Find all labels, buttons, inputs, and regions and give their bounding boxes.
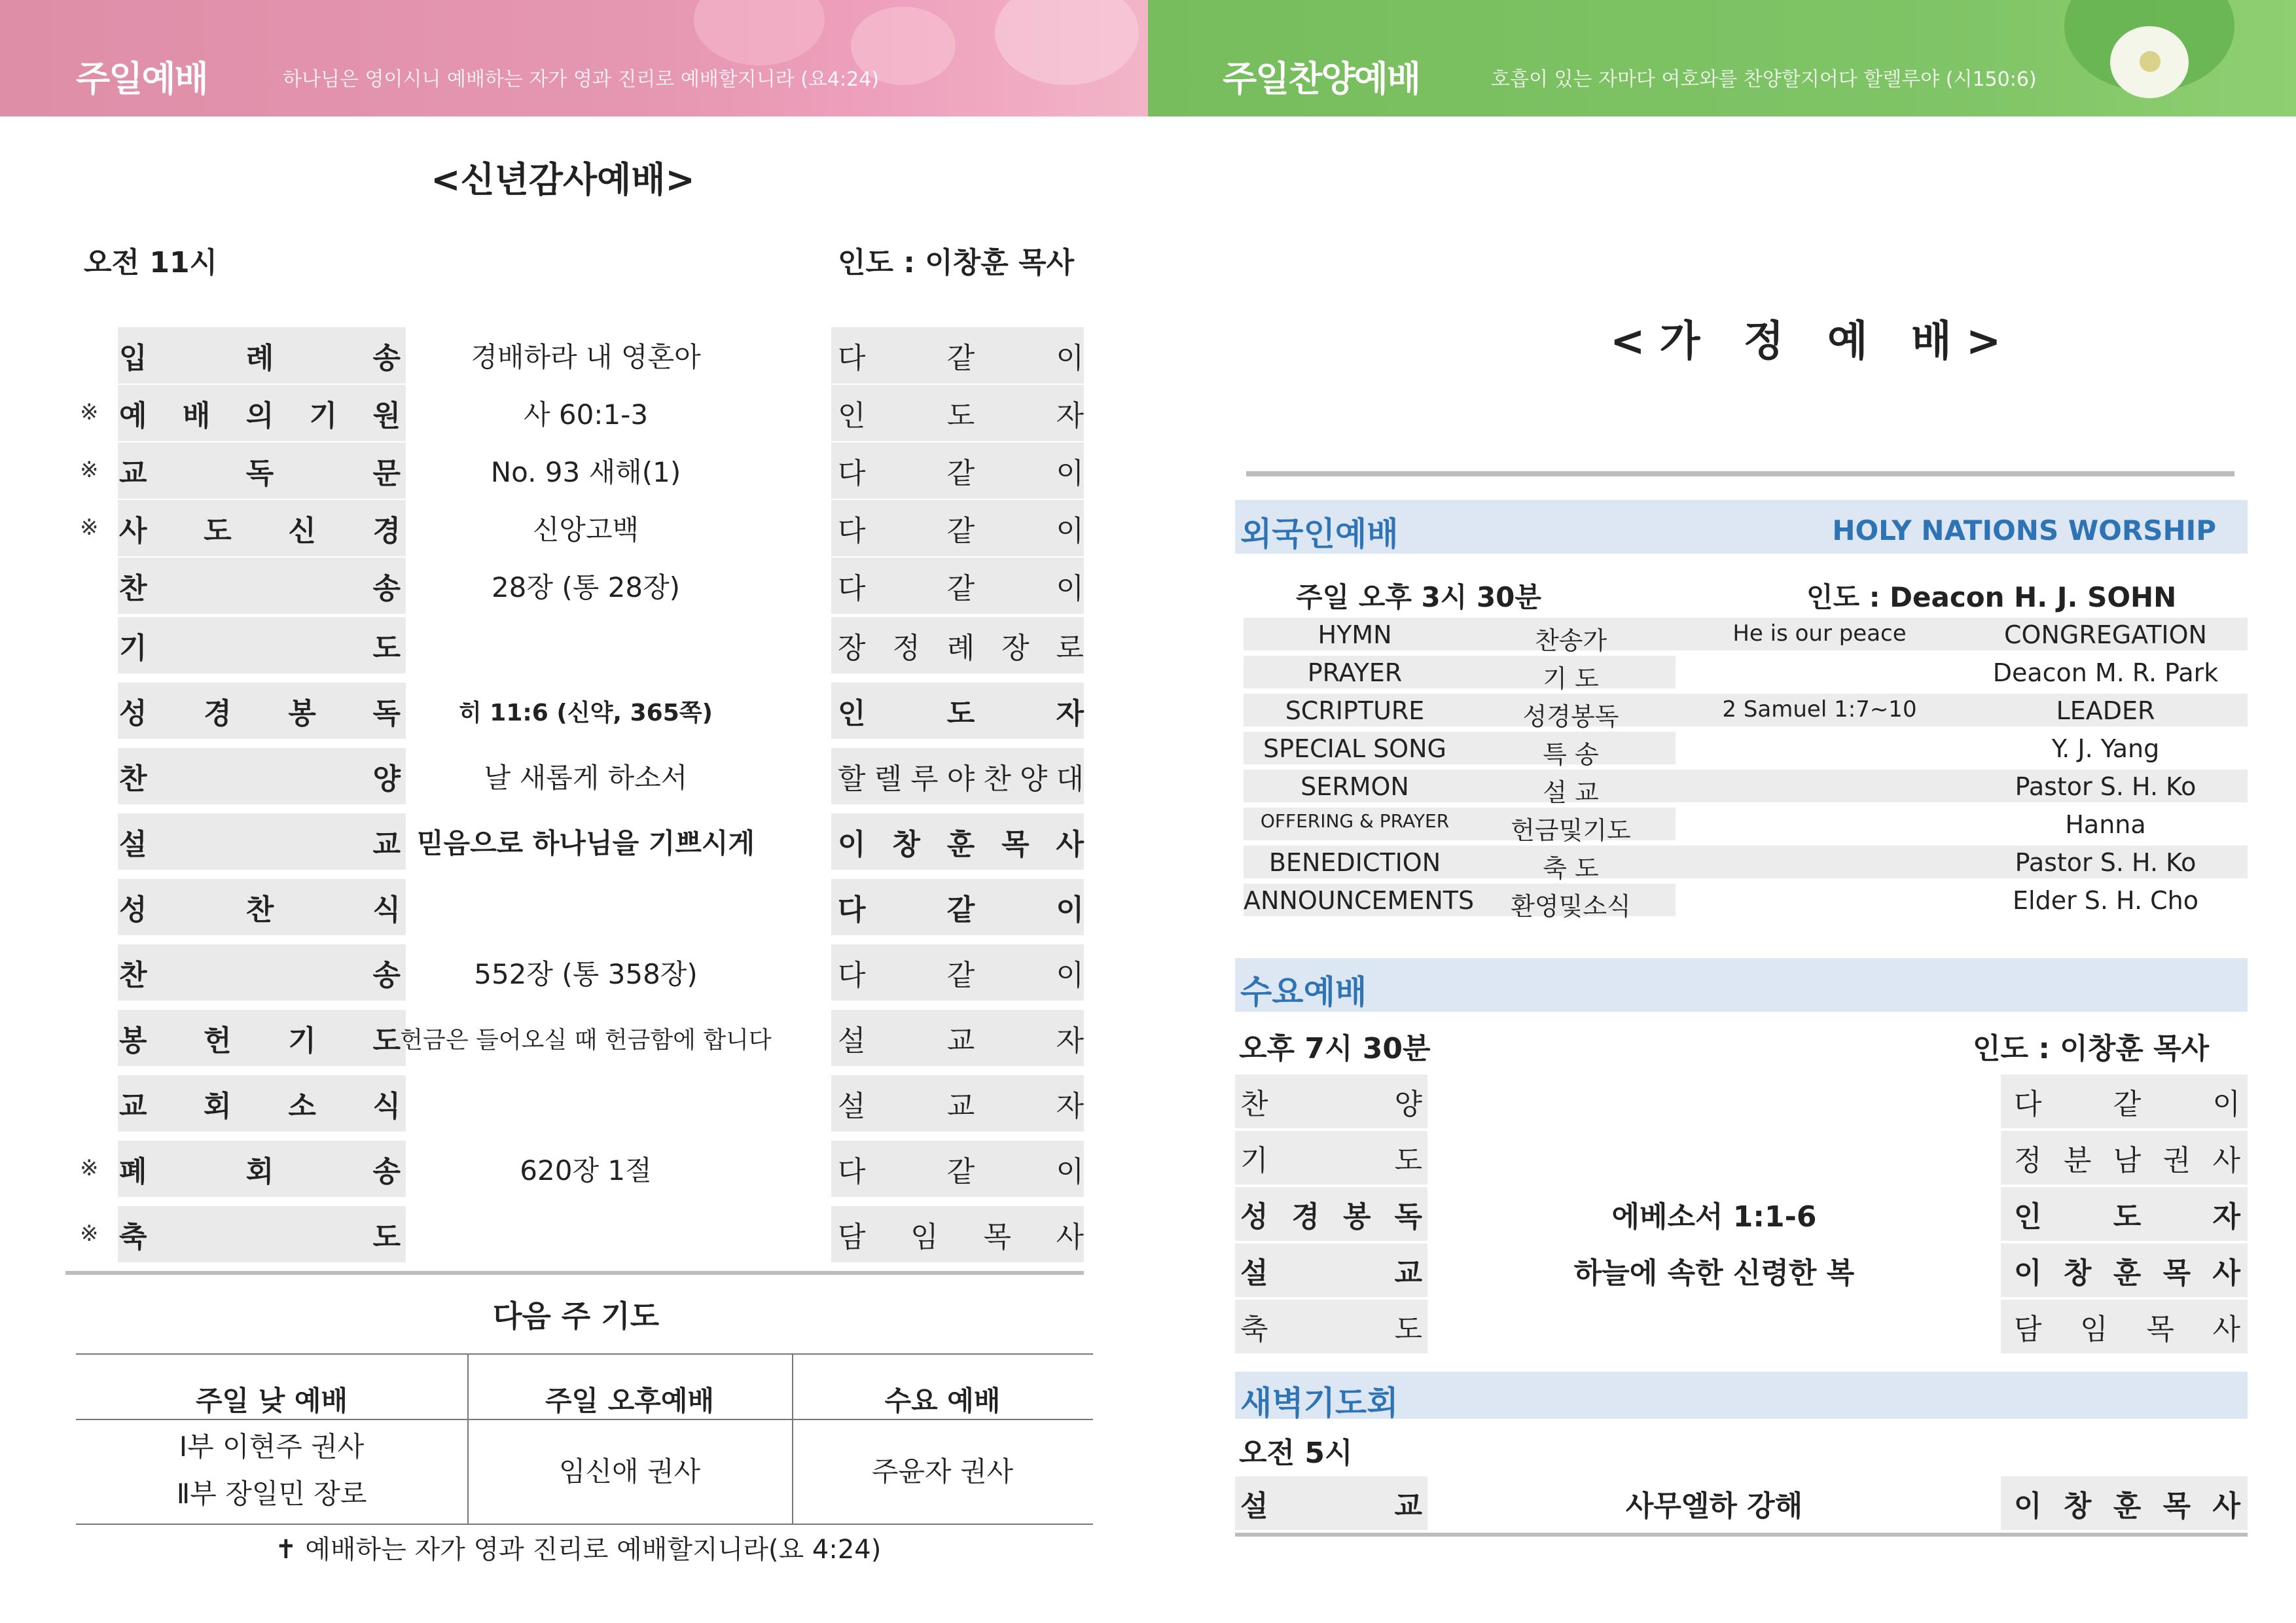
next-week-prayer-title: 다음 주 기도 <box>492 1298 660 1334</box>
order-item-presenter-char: 같 <box>946 959 975 992</box>
order-row <box>65 1075 1084 1132</box>
order-item-name-char: 배 <box>182 399 211 433</box>
required-mark: ※ <box>80 399 99 425</box>
row-name-char: 축 <box>1240 1313 1268 1346</box>
order-item-content: 경배하라 내 영혼아 <box>471 341 701 373</box>
wednesday-service-title: 수요예배 <box>1240 973 1367 1011</box>
row-name-char: 성 <box>1240 1200 1268 1234</box>
row-presenter-char: 같 <box>2113 1088 2142 1121</box>
order-item-presenter-char: 같 <box>946 893 975 927</box>
row-presenter-char: 담 <box>2014 1313 2042 1346</box>
row-name-char: 독 <box>1394 1200 1422 1234</box>
row-content: 사무엘하 강해 <box>1625 1489 1803 1523</box>
order-item-name-char: 도 <box>204 514 232 548</box>
order-item-presenter <box>831 748 1084 804</box>
row-content <box>1427 1131 2001 1185</box>
order-item-presenter-char: 다 <box>838 514 866 548</box>
order-item-content: 신앙고백 <box>532 514 639 546</box>
order-row <box>65 558 1084 614</box>
order-row <box>65 617 1084 673</box>
order-item-presenter-char: 야 <box>946 762 975 796</box>
order-item-presenter-char: 같 <box>946 1155 975 1188</box>
prayer-table <box>76 1353 1093 1525</box>
foreign-item-content: He is our peace <box>1732 620 1907 647</box>
order-item-name-char: 설 <box>119 828 147 861</box>
row-content <box>1427 1075 2001 1128</box>
order-item-name-char: 의 <box>245 399 274 433</box>
order-item-name-char: 성 <box>119 697 147 730</box>
foreign-item-english: ANNOUNCEMENTS <box>1244 886 1475 915</box>
row-content <box>1427 1300 2001 1353</box>
row-name-char: 교 <box>1394 1257 1422 1290</box>
order-item-content: 620장 1절 <box>520 1154 652 1186</box>
row-presenter-char: 인 <box>2014 1200 2042 1234</box>
order-item-presenter <box>831 683 1084 739</box>
order-row <box>65 1206 1084 1262</box>
order-item-presenter-char: 장 <box>838 632 866 665</box>
footer-verse: ✝ 예배하는 자가 영과 진리로 예배할지니라(요 4:24) <box>275 1535 882 1565</box>
row-name-char: 기 <box>1240 1144 1268 1177</box>
required-mark: ※ <box>80 1155 99 1181</box>
order-item-name-char: 교 <box>119 1090 147 1123</box>
order-item-presenter-char: 교 <box>946 1090 975 1123</box>
row-presenter-char: 권 <box>2162 1144 2191 1177</box>
order-item-name-char: 성 <box>119 893 147 927</box>
order-item-name-char: 식 <box>372 893 401 927</box>
order-item-presenter-char: 목 <box>1001 828 1030 861</box>
order-item-presenter-char: 설 <box>838 1024 866 1058</box>
row-presenter-char: 분 <box>2063 1144 2092 1177</box>
row-name-char: 설 <box>1240 1257 1268 1290</box>
order-item-name-char: 도 <box>372 1221 401 1254</box>
order-item-name-char: 송 <box>372 342 401 375</box>
row-name <box>1240 1187 1422 1241</box>
order-item-name-char: 신 <box>288 514 316 548</box>
order-item-name-char: 원 <box>372 399 401 433</box>
row-presenter <box>2014 1075 2240 1128</box>
row-name-char: 도 <box>1394 1313 1422 1346</box>
order-item-name-char: 찬 <box>119 959 147 992</box>
order-item-presenter-char: 찬 <box>983 762 1011 796</box>
right-header-title: 주일찬양예배 <box>1223 58 1420 99</box>
wednesday-service-header <box>1235 958 2248 1012</box>
order-item-presenter <box>831 813 1084 870</box>
order-item-presenter-char: 설 <box>838 1090 866 1123</box>
right-header-banner <box>1148 0 2296 116</box>
order-item-name-char: 축 <box>119 1221 147 1254</box>
order-item-presenter-char: 자 <box>1056 1090 1084 1123</box>
order-row <box>65 385 1084 441</box>
order-item-content: 552장 (통 358장) <box>474 958 698 990</box>
row-presenter-char: 사 <box>2212 1489 2240 1523</box>
required-mark: ※ <box>80 1221 99 1247</box>
order-item-name-char: 소 <box>288 1090 316 1123</box>
row-name-char: 교 <box>1394 1489 1422 1523</box>
prayer-header-wednesday: 수요 예배 <box>884 1385 1001 1417</box>
order-item-presenter-char: 자 <box>1056 1024 1084 1058</box>
row-name-char: 경 <box>1291 1200 1319 1234</box>
foreign-item-presenter: Pastor S. H. Ko <box>2015 772 2197 801</box>
order-item-presenter-char: 도 <box>946 697 975 730</box>
order-row <box>65 748 1084 804</box>
order-item-presenter <box>831 500 1084 556</box>
wednesday-row <box>1235 1131 2248 1185</box>
order-item-presenter <box>831 1010 1084 1066</box>
order-item-content: 날 새롭게 하소서 <box>484 762 688 794</box>
order-item-name-char: 예 <box>119 399 147 433</box>
order-item-presenter-char: 이 <box>1056 959 1084 992</box>
order-item-content: 사 60:1-3 <box>523 399 649 431</box>
row-presenter-char: 자 <box>2212 1200 2240 1234</box>
order-item-presenter-char: 다 <box>838 342 866 375</box>
order-item-presenter-char: 다 <box>838 457 866 490</box>
foreign-item-presenter: Pastor S. H. Ko <box>2015 848 2197 877</box>
divider <box>1246 471 2234 476</box>
row-presenter-char: 사 <box>2212 1313 2240 1346</box>
prayer-header-sunday-morning: 주일 낮 예배 <box>195 1385 348 1417</box>
order-item-content <box>340 1075 831 1132</box>
order-item-presenter-char: 렐 <box>874 762 903 796</box>
left-header-verse: 하나님은 영이시니 예배하는 자가 영과 진리로 예배할지니라 (요4:24) <box>283 68 880 91</box>
foreign-item-english: BENEDICTION <box>1268 848 1441 877</box>
right-header-verse: 호흡이 있는 자마다 여호와를 찬양할지어다 할렐루야 (시150:6) <box>1491 68 2037 91</box>
row-presenter-char: 훈 <box>2113 1489 2142 1523</box>
order-item-presenter <box>831 385 1084 441</box>
row-name-char: 도 <box>1394 1144 1422 1177</box>
row-name-char: 설 <box>1240 1489 1268 1523</box>
dawn-prayer-row <box>1235 1476 2248 1530</box>
row-presenter-char: 창 <box>2063 1489 2092 1523</box>
order-item-presenter <box>831 1206 1084 1262</box>
order-item-presenter-char: 대 <box>1056 762 1084 796</box>
foreign-worship-row <box>1244 844 2248 883</box>
row-presenter <box>2014 1187 2240 1241</box>
foreign-item-presenter: CONGREGATION <box>2004 620 2207 649</box>
row-presenter-char: 이 <box>2014 1257 2042 1290</box>
foreign-item-presenter: Hanna <box>2065 810 2146 839</box>
order-item-presenter-char: 이 <box>1056 893 1084 927</box>
order-item-presenter-char: 이 <box>1056 342 1084 375</box>
sunday-service-time: 오전 11시 <box>84 246 218 279</box>
prayer-cell-second-service: Ⅱ부 장일민 장로 <box>176 1478 367 1510</box>
divider <box>65 1271 1084 1275</box>
row-presenter-char: 사 <box>2212 1144 2240 1177</box>
order-item-presenter <box>831 879 1084 935</box>
order-item-presenter-char: 이 <box>1056 457 1084 490</box>
order-row <box>65 944 1084 1001</box>
order-item-name-char: 찬 <box>119 572 147 605</box>
dawn-prayer-header <box>1235 1372 2248 1422</box>
row-presenter <box>2014 1131 2240 1185</box>
order-item-name-char: 기 <box>309 399 338 433</box>
order-item-name-char: 찬 <box>245 893 274 927</box>
foreign-worship-row <box>1244 882 2248 921</box>
order-item-content: 믿음으로 하나님을 기쁘시게 <box>416 827 755 859</box>
sunday-service-title: <신년감사예배> <box>431 159 695 200</box>
order-item-presenter-char: 같 <box>946 572 975 605</box>
order-item-presenter-char: 이 <box>1056 572 1084 605</box>
foreign-item-korean: 특 송 <box>1543 740 1599 769</box>
foreign-item-english: SPECIAL SONG <box>1263 734 1446 763</box>
order-item-presenter-char: 다 <box>838 959 866 992</box>
wednesday-row <box>1235 1187 2248 1241</box>
foreign-item-korean: 기 도 <box>1543 664 1599 693</box>
order-item-name-char: 송 <box>372 1155 401 1188</box>
row-name <box>1240 1300 1422 1353</box>
prayer-cell-wednesday: 주윤자 권사 <box>871 1455 1014 1488</box>
row-presenter-char: 이 <box>2014 1489 2042 1523</box>
row-name <box>1240 1075 1422 1128</box>
order-item-name-char: 도 <box>372 632 401 665</box>
foreign-worship-row <box>1244 654 2248 693</box>
order-item-name-char: 도 <box>372 1024 401 1058</box>
order-item-name-char: 기 <box>288 1024 316 1058</box>
order-item-presenter-char: 장 <box>1001 632 1030 665</box>
row-presenter-char: 목 <box>2162 1257 2191 1290</box>
foreign-item-korean: 설 교 <box>1543 778 1599 807</box>
foreign-worship-time: 주일 오후 3시 30분 <box>1296 581 1541 613</box>
row-presenter <box>2014 1300 2240 1353</box>
row-presenter-char: 훈 <box>2113 1257 2142 1290</box>
row-name <box>1240 1243 1422 1297</box>
foreign-item-presenter: LEADER <box>2056 696 2155 725</box>
order-item-presenter-char: 같 <box>946 514 975 548</box>
order-item-presenter-char: 이 <box>1056 1155 1084 1188</box>
order-item-name-char: 폐 <box>119 1155 147 1188</box>
divider <box>1235 1533 2248 1537</box>
order-row <box>65 327 1084 383</box>
row-presenter-char: 임 <box>2080 1313 2108 1346</box>
order-item-content <box>340 1206 831 1262</box>
row-presenter-char: 사 <box>2212 1257 2240 1290</box>
order-item-presenter-char: 정 <box>892 632 920 665</box>
order-row <box>65 813 1084 870</box>
foreign-item-content: 2 Samuel 1:7~10 <box>1722 696 1917 722</box>
order-item-name-char: 기 <box>119 632 147 665</box>
foreign-item-english: PRAYER <box>1307 658 1403 687</box>
row-presenter-char: 남 <box>2113 1144 2142 1177</box>
order-item-presenter-char: 할 <box>838 762 866 796</box>
prayer-header-sunday-afternoon: 주일 오후예배 <box>545 1385 715 1417</box>
wednesday-row <box>1235 1243 2248 1297</box>
foreign-item-presenter: Deacon M. R. Park <box>1992 658 2219 687</box>
wednesday-service-leader: 인도 : 이창훈 목사 <box>1973 1032 2210 1065</box>
foreign-item-korean: 찬송가 <box>1534 626 1607 655</box>
order-item-presenter <box>831 617 1084 673</box>
order-item-presenter <box>831 558 1084 614</box>
order-row <box>65 442 1084 499</box>
row-presenter-char: 목 <box>2146 1313 2174 1346</box>
order-item-presenter-char: 이 <box>1056 514 1084 548</box>
order-item-content: 헌금은 들어오실 때 헌금함에 합니다 <box>400 1026 772 1054</box>
order-item-presenter-char: 도 <box>946 399 975 433</box>
wednesday-row <box>1235 1075 2248 1128</box>
order-row <box>65 683 1084 739</box>
row-name-char: 봉 <box>1342 1200 1371 1234</box>
order-item-presenter-char: 훈 <box>946 828 975 861</box>
sunday-service-leader: 인도 : 이창훈 목사 <box>838 246 1075 279</box>
foreign-worship-row <box>1244 616 2248 655</box>
order-item-presenter <box>831 944 1084 1001</box>
foreign-item-english: OFFERING & PRAYER <box>1260 810 1450 832</box>
order-item-content: No. 93 새해(1) <box>490 456 681 488</box>
order-item-name-char: 봉 <box>119 1024 147 1058</box>
row-name <box>1240 1131 1422 1185</box>
blossom-decoration <box>694 0 825 65</box>
order-item-name-char: 문 <box>372 457 401 490</box>
order-item-name-char: 입 <box>119 342 147 375</box>
order-item-content: 28장 (통 28장) <box>491 571 681 603</box>
order-item-presenter-char: 목 <box>983 1221 1011 1254</box>
foreign-worship-row <box>1244 730 2248 769</box>
foreign-item-korean: 축 도 <box>1543 854 1599 883</box>
order-item-presenter-char: 임 <box>910 1221 939 1254</box>
order-item-presenter-char: 같 <box>946 457 975 490</box>
order-item-name-char: 회 <box>245 1155 274 1188</box>
order-item-name-char: 경 <box>204 697 232 730</box>
foreign-item-english: SERMON <box>1300 772 1409 801</box>
order-item-presenter <box>831 1141 1084 1197</box>
row-presenter <box>2014 1476 2240 1530</box>
order-item-content: 히 11:6 (신약, 365쪽) <box>459 699 713 726</box>
foreign-item-english: HYMN <box>1318 620 1392 649</box>
order-item-name-char: 회 <box>204 1090 232 1123</box>
foreign-worship-row <box>1244 806 2248 845</box>
order-row <box>65 500 1084 556</box>
order-item-presenter-char: 사 <box>1056 1221 1084 1254</box>
order-item-presenter-char: 교 <box>946 1024 975 1058</box>
order-item-presenter <box>831 1075 1084 1132</box>
order-item-presenter-char: 담 <box>838 1221 866 1254</box>
left-header-title: 주일예배 <box>76 58 207 99</box>
order-item-name-char: 독 <box>372 697 401 730</box>
foreign-item-korean: 성경봉독 <box>1522 702 1619 731</box>
order-row <box>65 1141 1084 1197</box>
foreign-worship-title: 외국인예배 <box>1240 515 1399 553</box>
order-item-presenter-char: 례 <box>946 632 975 665</box>
prayer-cell-afternoon: 임신애 권사 <box>558 1455 701 1488</box>
order-row <box>65 1010 1084 1066</box>
order-item-name-char: 찬 <box>119 762 147 796</box>
row-presenter-char: 다 <box>2014 1088 2042 1121</box>
foreign-worship-leader: 인도 : Deacon H. J. SOHN <box>1806 581 2177 613</box>
flower-center-decoration <box>2140 51 2161 72</box>
left-header-banner <box>0 0 1148 116</box>
foreign-worship-row <box>1244 768 2248 807</box>
required-mark: ※ <box>80 457 99 483</box>
wednesday-row <box>1235 1300 2248 1353</box>
order-item-presenter-char: 인 <box>838 697 866 730</box>
order-item-presenter <box>831 327 1084 383</box>
order-item-presenter-char: 양 <box>1019 762 1048 796</box>
order-item-name-char: 양 <box>372 762 401 796</box>
foreign-item-presenter: Y. J. Yang <box>2051 734 2160 763</box>
order-item-presenter-char: 다 <box>838 893 866 927</box>
foreign-worship-title-en: HOLY NATIONS WORSHIP <box>1832 514 2216 546</box>
foreign-item-korean: 환영및소식 <box>1511 892 1631 921</box>
order-item-presenter <box>831 442 1084 499</box>
row-presenter-char: 목 <box>2162 1489 2191 1523</box>
order-item-presenter-char: 창 <box>892 828 920 861</box>
order-item-presenter-char: 자 <box>1056 399 1084 433</box>
order-item-name-char: 식 <box>372 1090 401 1123</box>
order-item-name-char: 교 <box>119 457 147 490</box>
order-item-content <box>340 617 831 673</box>
order-item-name-char: 사 <box>119 514 147 548</box>
order-row <box>65 879 1084 935</box>
row-name <box>1240 1476 1422 1530</box>
order-item-name-char: 교 <box>372 828 401 861</box>
row-presenter-char: 정 <box>2014 1144 2042 1177</box>
foreign-worship-header <box>1235 500 2248 554</box>
order-item-presenter-char: 루 <box>910 762 939 796</box>
blossom-decoration <box>995 0 1139 85</box>
dawn-prayer-time: 오전 5시 <box>1239 1436 1353 1470</box>
order-item-presenter-char: 로 <box>1056 632 1084 665</box>
order-item-name-char: 례 <box>245 342 274 375</box>
order-item-name-char: 경 <box>372 514 401 548</box>
foreign-item-presenter: Elder S. H. Cho <box>2013 886 2198 915</box>
row-presenter <box>2014 1243 2240 1297</box>
home-worship-title: <가 정 예 배> <box>1610 317 2016 366</box>
foreign-worship-row <box>1244 692 2248 731</box>
order-item-presenter-char: 같 <box>946 342 975 375</box>
row-name-char: 찬 <box>1240 1088 1268 1121</box>
row-content: 에베소서 1:1-6 <box>1611 1200 1817 1234</box>
order-item-presenter-char: 인 <box>838 399 866 433</box>
order-item-name-char: 봉 <box>288 697 316 730</box>
row-presenter-char: 이 <box>2212 1088 2240 1121</box>
wednesday-service-time: 오후 7시 30분 <box>1239 1032 1431 1065</box>
order-item-name-char: 송 <box>372 959 401 992</box>
order-item-content <box>340 879 831 935</box>
order-item-presenter-char: 이 <box>838 828 866 861</box>
row-presenter-char: 창 <box>2063 1257 2092 1290</box>
row-presenter-char: 도 <box>2113 1200 2142 1234</box>
dawn-prayer-title: 새벽기도회 <box>1240 1384 1399 1422</box>
row-content: 하늘에 속한 신령한 복 <box>1573 1257 1855 1290</box>
order-item-name-char: 송 <box>372 572 401 605</box>
order-item-name-char: 독 <box>245 457 274 490</box>
prayer-cell-first-service: Ⅰ부 이현주 권사 <box>179 1431 365 1463</box>
order-item-presenter-char: 다 <box>838 572 866 605</box>
order-item-name-char: 헌 <box>204 1024 232 1058</box>
order-item-presenter-char: 사 <box>1056 828 1084 861</box>
foreign-item-english: SCRIPTURE <box>1285 696 1425 725</box>
row-name-char: 양 <box>1394 1088 1422 1121</box>
foreign-item-korean: 헌금및기도 <box>1511 816 1631 845</box>
order-item-presenter-char: 자 <box>1056 697 1084 730</box>
required-mark: ※ <box>80 514 99 541</box>
order-item-presenter-char: 다 <box>838 1155 866 1188</box>
